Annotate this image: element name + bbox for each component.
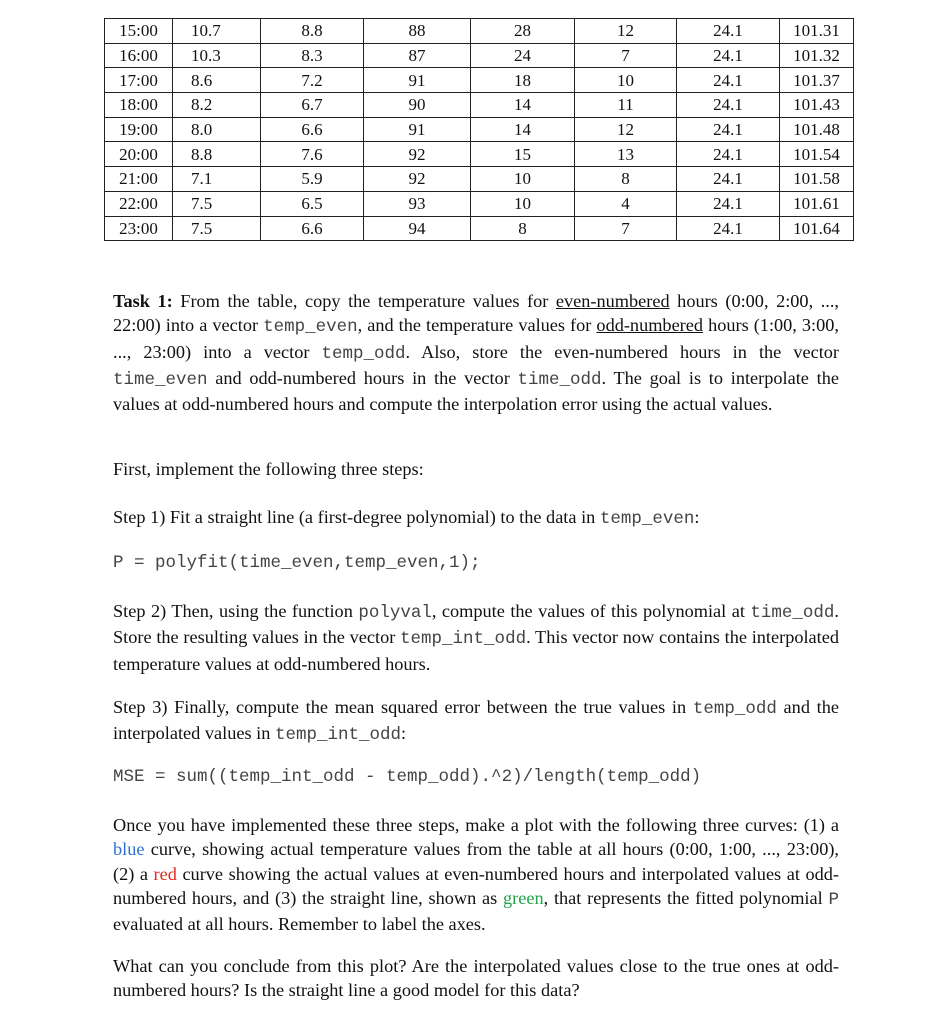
table-cell: 8.2	[173, 93, 261, 118]
table-cell: 7.5	[173, 191, 261, 216]
table-cell: 24.1	[677, 216, 780, 241]
table-cell: 5.9	[261, 167, 364, 192]
table-cell: 7.2	[261, 68, 364, 93]
table-cell: 24.1	[677, 117, 780, 142]
table-cell: 11	[575, 93, 677, 118]
table-cell: 14	[471, 93, 575, 118]
table-cell: 10	[471, 167, 575, 192]
table-cell: 10.3	[173, 43, 261, 68]
table-cell: 7.5	[173, 216, 261, 241]
table-row	[105, 43, 854, 68]
table-cell: 7	[575, 216, 677, 241]
table-cell: 24.1	[677, 167, 780, 192]
table-row	[105, 142, 854, 167]
table-cell: 14	[471, 117, 575, 142]
table-cell: 24.1	[677, 142, 780, 167]
table-cell: 12	[575, 117, 677, 142]
table-cell: 16:00	[105, 43, 173, 68]
step1-text: Step 1) Fit a straight line (a first-degree polynomial) to the data in temp_even:	[113, 507, 700, 529]
table-cell: 24.1	[677, 191, 780, 216]
table-cell: 17:00	[105, 68, 173, 93]
table-cell: 8.6	[173, 68, 261, 93]
table-cell: 24	[471, 43, 575, 68]
table-cell: 7.1	[173, 167, 261, 192]
table-cell: 6.6	[261, 117, 364, 142]
table-row	[105, 19, 854, 44]
table-cell: 23:00	[105, 216, 173, 241]
table-cell: 87	[364, 43, 471, 68]
table-cell: 92	[364, 142, 471, 167]
table-row	[105, 68, 854, 93]
table-cell: 19:00	[105, 117, 173, 142]
table-cell: 6.5	[261, 191, 364, 216]
step3-code: MSE = sum((temp_int_odd - temp_odd).^2)/length(temp_odd)	[113, 767, 702, 787]
table-cell: 24.1	[677, 68, 780, 93]
table-cell: 12	[575, 19, 677, 44]
table-cell: 21:00	[105, 167, 173, 192]
table-cell: 101.48	[780, 117, 854, 142]
table-cell: 18:00	[105, 93, 173, 118]
table-cell: 8	[471, 216, 575, 241]
table-cell: 91	[364, 117, 471, 142]
table-cell: 10	[575, 68, 677, 93]
table-cell: 10.7	[173, 19, 261, 44]
table-row	[105, 167, 854, 192]
plot-instructions: Once you have implemented these three steps, make a plot with the following three curves: (1) a blue curve, showing actual temperature values from the table at all hours (0:00, 1:00, ..., 23:00), (2) a red curve showing the actual values at even-numbered hours and interpolated values at odd-numbered hours, and (3) the straight line, shown as green, that represents the fitted polynomial P evaluated at all hours. Remember to label the axes.	[113, 815, 839, 935]
first-instruction: First, implement the following three steps:	[113, 459, 424, 479]
table-row	[105, 117, 854, 142]
table-cell: 24.1	[677, 93, 780, 118]
conclusion-questions: What can you conclude from this plot? Are the interpolated values close to the true ones at odd-numbered hours? Is the straight line a good model for this data?	[113, 956, 839, 1001]
step1-code: P = polyfit(time_even,temp_even,1);	[113, 553, 481, 573]
table-cell: 24.1	[677, 19, 780, 44]
table-cell: 101.43	[780, 93, 854, 118]
table-cell: 92	[364, 167, 471, 192]
table-row	[105, 216, 854, 241]
step3-text: Step 3) Finally, compute the mean squared error between the true values in temp_odd and the interpolated values in temp_int_odd:	[113, 697, 839, 746]
table-cell: 15	[471, 142, 575, 167]
table-cell: 8.0	[173, 117, 261, 142]
table-cell: 4	[575, 191, 677, 216]
table-cell: 101.58	[780, 167, 854, 192]
task1-paragraph: Task 1: From the table, copy the temperature values for even-numbered hours (0:00, 2:00, ..., 22:00) into a vector temp_even, and the temperature values for odd-numbered hours (1:00, 3:00, ..., 23:00) into a vector temp_odd. Also, store the even-numbered hours in the vector time_even and odd-numbered hours in the vector time_odd. The goal is to interpolate the values at odd-numbered hours and compute the interpolation error using the actual values.	[113, 291, 840, 415]
table-cell: 91	[364, 68, 471, 93]
table-cell: 15:00	[105, 19, 173, 44]
table-cell: 13	[575, 142, 677, 167]
step2-text: Step 2) Then, using the function polyval, compute the values of this polynomial at time_odd. Store the resulting values in the vector temp_int_odd. This vector now contains the interpolated temperature values at odd-numbered hours.	[113, 601, 840, 674]
weather-data-table	[104, 18, 854, 241]
table-cell: 7	[575, 43, 677, 68]
table-row	[105, 93, 854, 118]
table-cell: 101.64	[780, 216, 854, 241]
table-cell: 7.6	[261, 142, 364, 167]
table-cell: 8.3	[261, 43, 364, 68]
table-cell: 24.1	[677, 43, 780, 68]
table-cell: 101.54	[780, 142, 854, 167]
table-cell: 93	[364, 191, 471, 216]
table-cell: 88	[364, 19, 471, 44]
table-cell: 20:00	[105, 142, 173, 167]
table-cell: 101.61	[780, 191, 854, 216]
table-cell: 94	[364, 216, 471, 241]
table-cell: 22:00	[105, 191, 173, 216]
table-cell: 18	[471, 68, 575, 93]
table-cell: 28	[471, 19, 575, 44]
table-cell: 8.8	[173, 142, 261, 167]
table-cell: 101.31	[780, 19, 854, 44]
table-cell: 8.8	[261, 19, 364, 44]
table-cell: 90	[364, 93, 471, 118]
task-label: Task 1:	[113, 291, 173, 311]
table-cell: 10	[471, 191, 575, 216]
table-cell: 101.32	[780, 43, 854, 68]
table-cell: 8	[575, 167, 677, 192]
table-cell: 6.7	[261, 93, 364, 118]
table-row	[105, 191, 854, 216]
table-cell: 101.37	[780, 68, 854, 93]
table-cell: 6.6	[261, 216, 364, 241]
